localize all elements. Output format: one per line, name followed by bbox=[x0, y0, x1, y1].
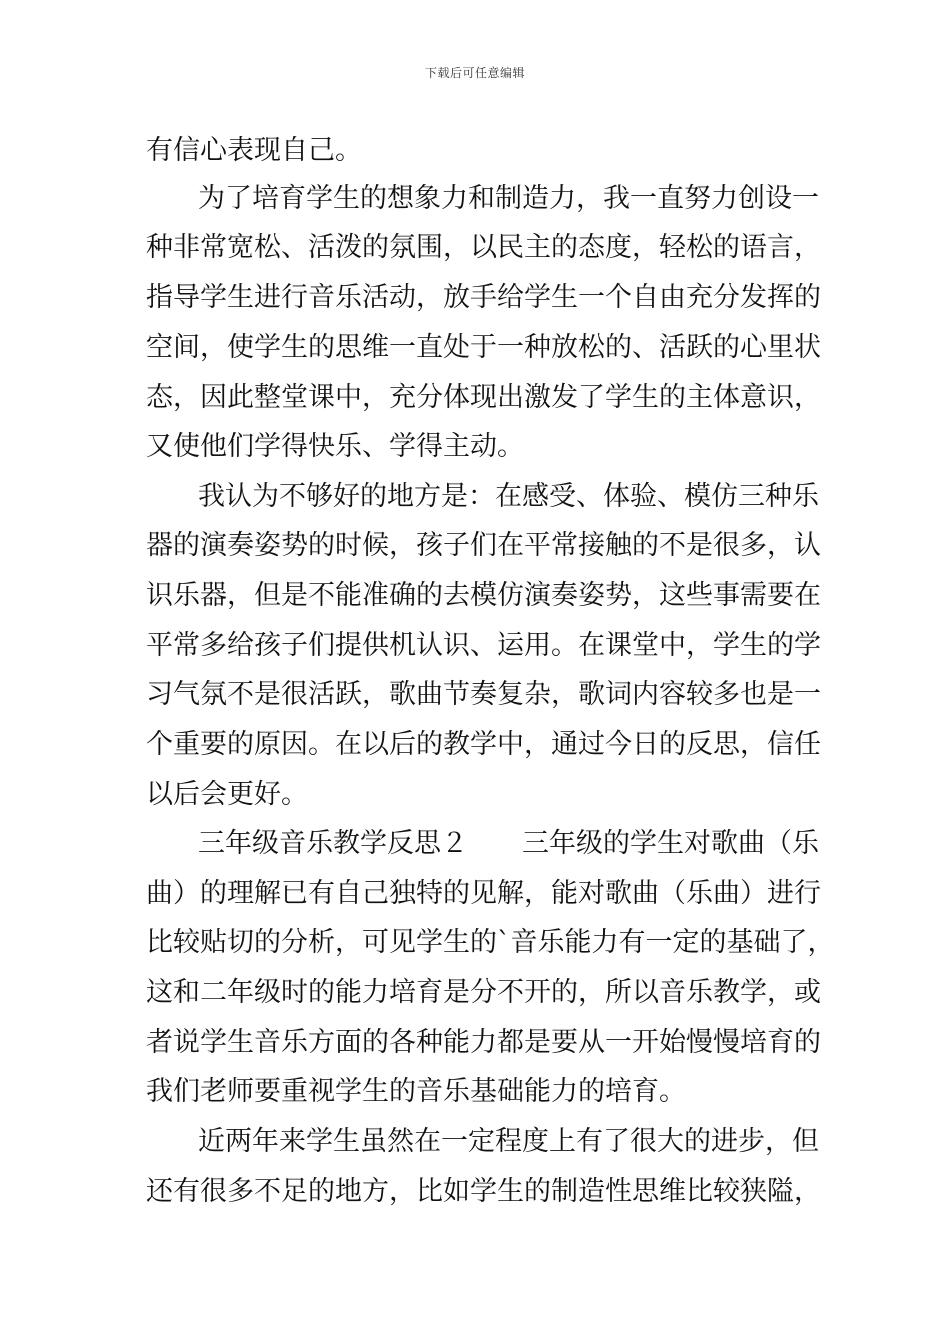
text-line: 识乐器，但是不能准确的去模仿演奏姿势，这些事需要在 bbox=[146, 580, 821, 611]
paragraph-first-line: 近两年来学生虽然在一定程度上有了很大的进步，但 bbox=[198, 1126, 819, 1157]
text-line: 比较贴切的分析，可见学生的`音乐能力有一定的基础了， bbox=[146, 927, 835, 958]
text-line: 者说学生音乐方面的各种能力都是要从一开始慢慢培育的 bbox=[146, 1027, 821, 1058]
text-line: 以后会更好。 bbox=[146, 779, 308, 810]
text-line: 空间，使学生的思维一直处于一种放松的、活跃的心里状 bbox=[146, 332, 821, 363]
text-line: 平常多给孩子们提供机认识、运用。在课堂中，学生的学 bbox=[146, 630, 821, 661]
text-line: 还有很多不足的地方，比如学生的制造性思维比较狭隘， bbox=[146, 1176, 821, 1207]
page-header-note: 下载后可任意编辑 bbox=[424, 66, 525, 80]
paragraph-first-line: 我认为不够好的地方是：在感受、体验、模仿三种乐 bbox=[198, 481, 819, 512]
text-line: 有信心表现自己。 bbox=[146, 135, 362, 166]
text-line: 这和二年级时的能力培育是分不开的，所以音乐教学，或 bbox=[146, 977, 821, 1008]
text-line: 态，因此整堂课中，充分体现出激发了学生的主体意识， bbox=[146, 382, 821, 413]
text-line: 曲）的理解已有自己独特的见解，能对歌曲（乐曲）进行 bbox=[146, 878, 821, 909]
text-line: 个重要的原因。在以后的教学中，通过今日的反思，信任 bbox=[146, 729, 821, 760]
text-line: 习气氛不是很活跃，歌曲节奏复杂，歌词内容较多也是一 bbox=[146, 679, 821, 710]
text-line: 又使他们学得快乐、学得主动。 bbox=[146, 431, 524, 462]
paragraph-first-line: 为了培育学生的想象力和制造力，我一直努力创设一 bbox=[198, 183, 819, 214]
text-line: 指导学生进行音乐活动，放手给学生一个自由充分发挥的 bbox=[146, 282, 821, 313]
text-line: 我们老师要重视学生的音乐基础能力的培育。 bbox=[146, 1076, 686, 1107]
text-line: 器的演奏姿势的时候，孩子们在平常接触的不是很多，认 bbox=[146, 530, 821, 561]
text-line: 种非常宽松、活泼的氛围，以民主的态度，轻松的语言， bbox=[146, 232, 821, 263]
paragraph-first-line: 三年级音乐教学反思２ 三年级的学生对歌曲（乐 bbox=[198, 828, 819, 859]
